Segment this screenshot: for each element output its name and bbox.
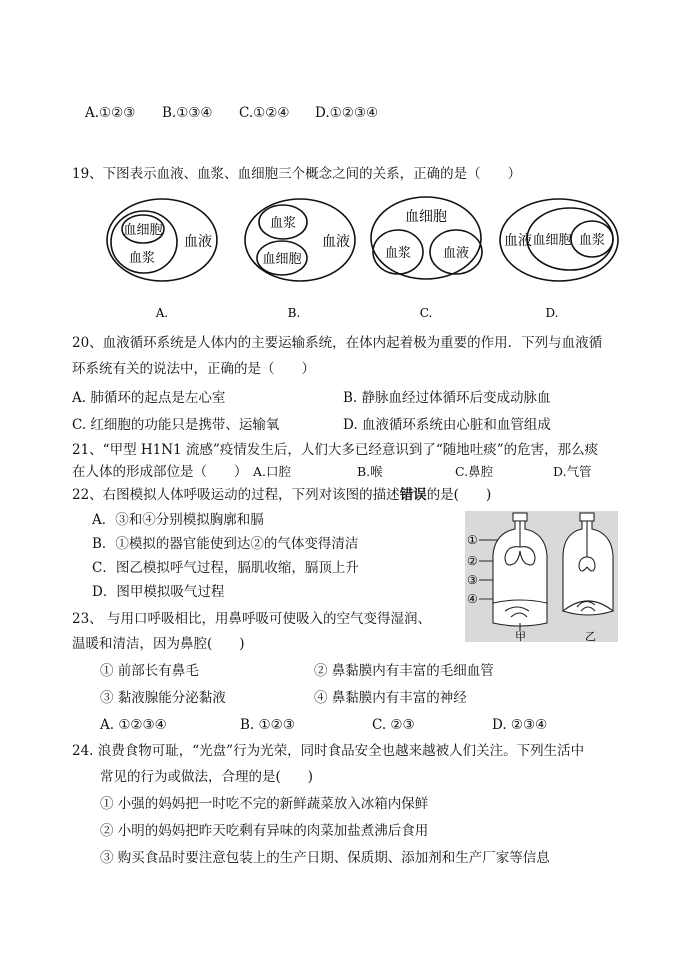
diagram-a-outer-label: 血液 (184, 234, 212, 250)
diagram-d-inner1-label: 血细胞 (532, 233, 572, 248)
q22-option-b: B．①模拟的器官能使到达②的气体变得清洁 (92, 536, 359, 552)
q22-option-c: C．图乙模拟呼气过程，膈肌收缩，膈顶上升 (92, 560, 359, 576)
q18-option-d: D.①②③④ (315, 105, 379, 121)
diagram-b-letter: B. (287, 306, 301, 320)
q22-option-a: A．③和④分别模拟胸廓和膈 (92, 512, 264, 528)
q22-stem-bold: 错误 (399, 487, 427, 503)
q21-stem-line1: 21、“甲型 H1N1 流感”疫情发生后，人们大多已经意识到了“随地吐痰”的危害，那么痰 (72, 442, 599, 458)
q20-stem-line2: 环系统有关的说法中，正确的是（ ） (72, 361, 315, 377)
q18-option-a: A.①②③ (85, 105, 136, 121)
marker-4: ④ (467, 592, 478, 606)
q23-statement-1: ① 前部长有鼻毛 (100, 663, 199, 679)
q23-option-b: B. ①②③ (240, 717, 295, 733)
diagram-c-inner1-label: 血浆 (384, 246, 412, 261)
q21-option-d: D.气管 (553, 464, 592, 479)
diagram-c-inner2-label: 血液 (442, 246, 470, 261)
q24-statement-3: ③ 购买食品时要注意包装上的生产日期、保质期、添加剂和生产厂家等信息 (100, 850, 550, 866)
q21-stem-line2: 在人体的形成部位是（ ） (72, 464, 248, 480)
label-yi: 乙 (585, 630, 596, 642)
diagram-a-inner2-label: 血浆 (128, 251, 156, 266)
q21-option-b: B.喉 (357, 464, 383, 479)
q20-option-c: C. 红细胞的功能只是携带、运输氧 (72, 417, 280, 433)
q23-statement-3: ③ 黏液腺能分泌黏液 (100, 690, 226, 706)
diagram-b-inner2-label: 血细胞 (262, 252, 302, 267)
q20-option-d: D. 血液循环系统由心脏和血管组成 (343, 417, 551, 433)
q18-option-b: B.①③④ (162, 105, 213, 121)
breathing-model-figure (465, 511, 618, 642)
q22-stem-post: 的是( ) (426, 487, 492, 503)
q22-option-d: D．图甲模拟吸气过程 (92, 584, 225, 600)
diagram-b-outer-label: 血液 (322, 234, 350, 250)
q22-stem-pre: 22、右图模拟人体呼吸运动的过程，下列对该图的描述 (72, 487, 400, 503)
diagram-c-outer-label: 血细胞 (405, 209, 447, 225)
q21-option-c: C.鼻腔 (455, 464, 494, 479)
q23-option-a: A. ①②③④ (100, 717, 167, 733)
q24-statement-2: ② 小明的妈妈把昨天吃剩有异味的肉菜加盐煮沸后食用 (100, 823, 429, 839)
label-jia: 甲 (515, 630, 526, 642)
q19-stem: 19、下图表示血液、血浆、血细胞三个概念之间的关系，正确的是（ ） (72, 166, 522, 182)
diagram-b-inner1-label: 血浆 (269, 216, 297, 231)
diagram-a-inner1-label: 血细胞 (123, 223, 163, 238)
q23-statement-4: ④ 鼻黏膜内有丰富的神经 (314, 690, 467, 706)
q20-option-a: A. 肺循环的起点是左心室 (72, 390, 226, 406)
diagram-a-letter: A. (155, 306, 169, 320)
q23-stem-line2: 温暖和清洁，因为鼻腔( ) (72, 636, 245, 652)
q23-stem-line1: 23、 与用口呼吸相比，用鼻呼吸可使吸入的空气变得湿润、 (72, 611, 431, 627)
q20-option-b: B. 静脉血经过体循环后变成动脉血 (343, 390, 551, 406)
diagram-d-inner2-label: 血浆 (578, 233, 606, 248)
q18-option-c: C.①②④ (239, 105, 290, 121)
marker-2: ② (467, 554, 478, 568)
q23-statement-2: ② 鼻黏膜内有丰富的毛细血管 (314, 663, 494, 679)
q23-option-d: D. ②③④ (492, 717, 548, 733)
q21-option-a: A.口腔 (253, 464, 292, 479)
q24-stem-line1: 24. 浪费食物可耻，“光盘”行为光荣，同时食品安全也越来越被人们关注。下列生活中 (72, 743, 585, 759)
marker-1: ① (467, 533, 478, 547)
q24-statement-1: ① 小强的妈妈把一时吃不完的新鲜蔬菜放入冰箱内保鲜 (100, 796, 429, 812)
q20-stem-line1: 20、血液循环系统是人体内的主要运输系统，在体内起着极为重要的作用．下列与血液循 (72, 335, 603, 351)
diagram-d-outer-label: 血液 (504, 233, 532, 249)
diagram-d-letter: D. (545, 306, 559, 320)
q23-option-c: C. ②③ (372, 717, 415, 733)
diagram-c-letter: C. (419, 306, 433, 320)
marker-3: ③ (467, 573, 478, 587)
q19-concept-diagrams (100, 196, 625, 324)
q24-stem-line2: 常见的行为或做法，合理的是( ) (100, 769, 314, 785)
q22-stem (72, 486, 491, 504)
